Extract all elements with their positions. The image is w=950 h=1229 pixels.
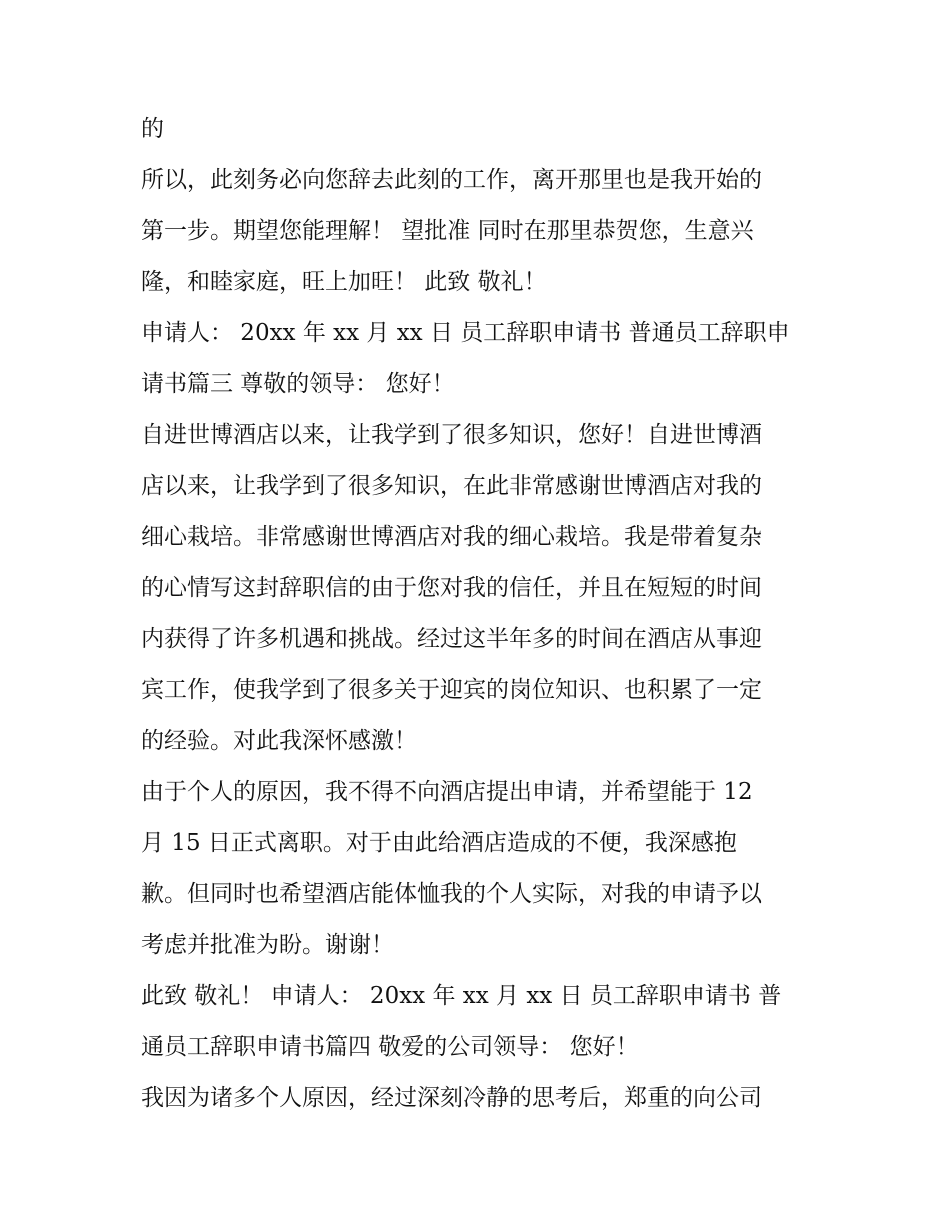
text-line: 宾工作，使我学到了很多关于迎宾的岗位知识、也积累了一定 [141,677,762,703]
text-line: 的 [141,116,164,142]
text-line: 月 15 日正式离职。对于由此给酒店造成的不便，我深感抱 [141,830,737,856]
text-line: 申请人： 20xx 年 xx 月 xx 日 员工辞职申请书 普通员工辞职申 [141,320,790,346]
text-line: 考虑并批准为盼。谢谢！ [141,932,394,958]
text-line: 我因为诸多个人原因，经过深刻冷静的思考后，郑重的向公司 [141,1085,762,1111]
text-line: 通员工辞职申请书篇四 敬爱的公司领导： 您好！ [141,1034,639,1060]
text-line: 此致 敬礼！ 申请人： 20xx 年 xx 月 xx 日 员工辞职申请书 普 [141,983,782,1009]
text-line: 歉。但同时也希望酒店能体恤我的个人实际，对我的申请予以 [141,881,762,907]
text-line: 的经验。对此我深怀感激！ [141,728,417,754]
text-line: 第一步。期望您能理解！ 望批准 同时在那里恭贺您，生意兴 [141,218,754,244]
text-line: 的心情写这封辞职信的由于您对我的信任，并且在短短的时间 [141,575,762,601]
text-line: 自进世博酒店以来，让我学到了很多知识，您好！自进世博酒 [141,422,762,448]
text-line: 所以，此刻务必向您辞去此刻的工作，离开那里也是我开始的 [141,167,762,193]
text-line: 隆，和睦家庭，旺上加旺！ 此致 敬礼！ [141,269,547,295]
text-line: 内获得了许多机遇和挑战。经过这半年多的时间在酒店从事迎 [141,626,762,652]
text-line: 请书篇三 尊敬的领导： 您好！ [141,371,455,397]
text-line: 店以来，让我学到了很多知识，在此非常感谢世博酒店对我的 [141,473,762,499]
text-line: 细心栽培。非常感谢世博酒店对我的细心栽培。我是带着复杂 [141,524,762,550]
text-line: 由于个人的原因，我不得不向酒店提出申请，并希望能于 12 [141,779,753,805]
